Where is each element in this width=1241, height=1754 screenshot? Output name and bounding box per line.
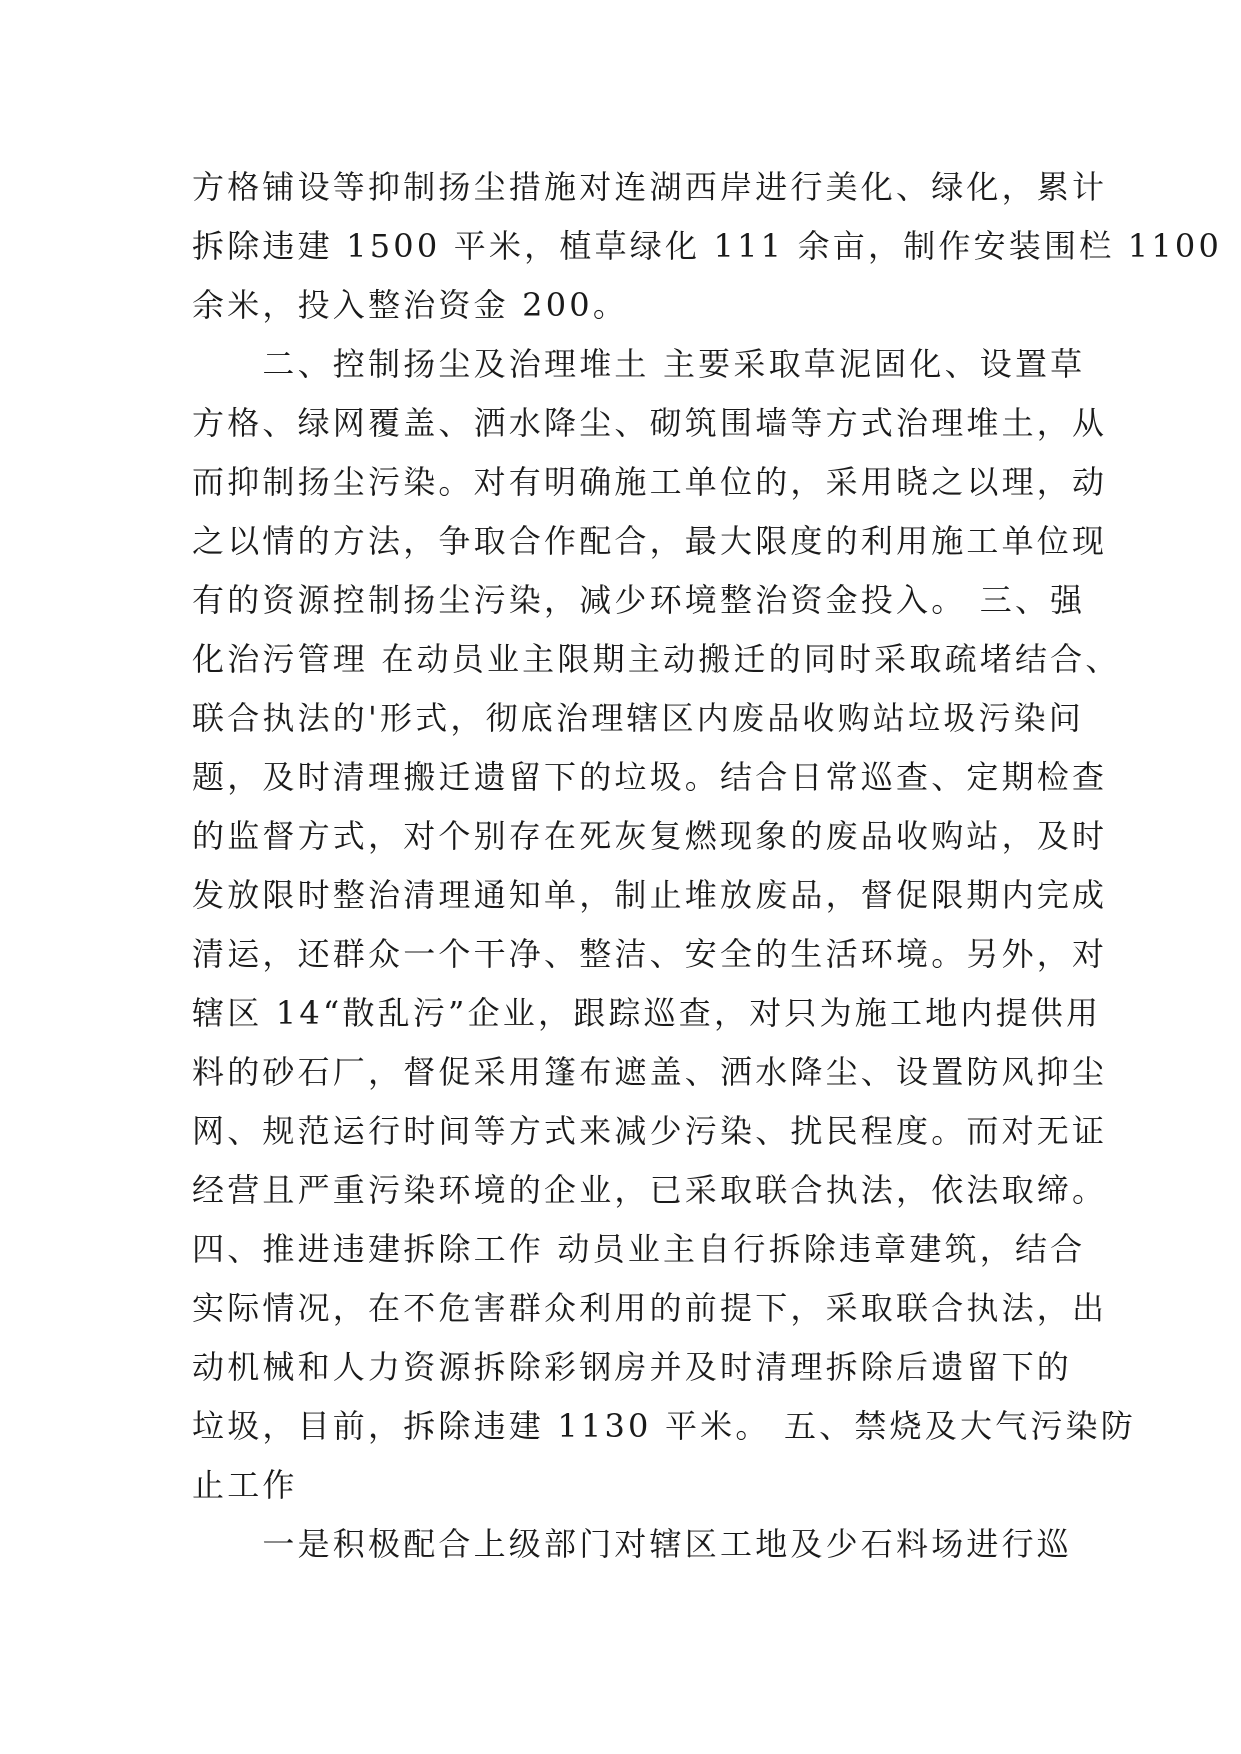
text-line: 止工作: [192, 1466, 298, 1504]
text-line: 的监督方式，对个别存在死灰复燃现象的废品收购站，及时: [192, 817, 1108, 855]
text-line: 辖区 14“散乱污”企业，跟踪巡查，对只为施工地内提供用: [192, 994, 1102, 1032]
text-line: 发放限时整治清理通知单，制止堆放废品，督促限期内完成: [192, 876, 1108, 914]
text-line: 垃圾，目前，拆除违建 1130 平米。 五、禁烧及大气污染防: [192, 1407, 1136, 1445]
text-line: 之以情的方法，争取合作配合，最大限度的利用施工单位现: [192, 522, 1108, 560]
text-line: 方格铺设等抑制扬尘措施对连湖西岸进行美化、绿化，累计: [192, 168, 1108, 206]
text-line: 清运，还群众一个干净、整洁、安全的生活环境。另外，对: [192, 935, 1108, 973]
text-line: 拆除违建 1500 平米，植草绿化 111 余亩，制作安装围栏 1100: [192, 227, 1223, 265]
text-line: 余米，投入整治资金 200。: [192, 286, 629, 324]
text-line: 二、控制扬尘及治理堆土 主要采取草泥固化、设置草: [192, 345, 1086, 383]
text-line: 四、推进违建拆除工作 动员业主自行拆除违章建筑，结合: [192, 1230, 1086, 1268]
text-line: 网、规范运行时间等方式来减少污染、扰民程度。而对无证: [192, 1112, 1108, 1150]
text-line: 实际情况，在不危害群众利用的前提下，采取联合执法，出: [192, 1289, 1108, 1327]
text-line: 料的砂石厂，督促采用篷布遮盖、洒水降尘、设置防风抑尘: [192, 1053, 1108, 1091]
text-line: 动机械和人力资源拆除彩钢房并及时清理拆除后遗留下的: [192, 1348, 1073, 1386]
text-line: 经营且严重污染环境的企业，已采取联合执法，依法取缔。: [192, 1171, 1108, 1209]
text-line: 而抑制扬尘污染。对有明确施工单位的，采用晓之以理，动: [192, 463, 1108, 501]
body-text: [192, 158, 1223, 1574]
text-line: 联合执法的'形式，彻底治理辖区内废品收购站垃圾污染问: [192, 699, 1084, 737]
text-line: 一是积极配合上级部门对辖区工地及少石料场进行巡: [192, 1525, 1073, 1563]
text-line: 题，及时清理搬迁遗留下的垃圾。结合日常巡查、定期检查: [192, 758, 1108, 796]
text-line: 方格、绿网覆盖、洒水降尘、砌筑围墙等方式治理堆土，从: [192, 404, 1108, 442]
text-line: 化治污管理 在动员业主限期主动搬迁的同时采取疏堵结合、: [192, 640, 1121, 678]
text-line: 有的资源控制扬尘污染，减少环境整治资金投入。 三、强: [192, 581, 1086, 619]
